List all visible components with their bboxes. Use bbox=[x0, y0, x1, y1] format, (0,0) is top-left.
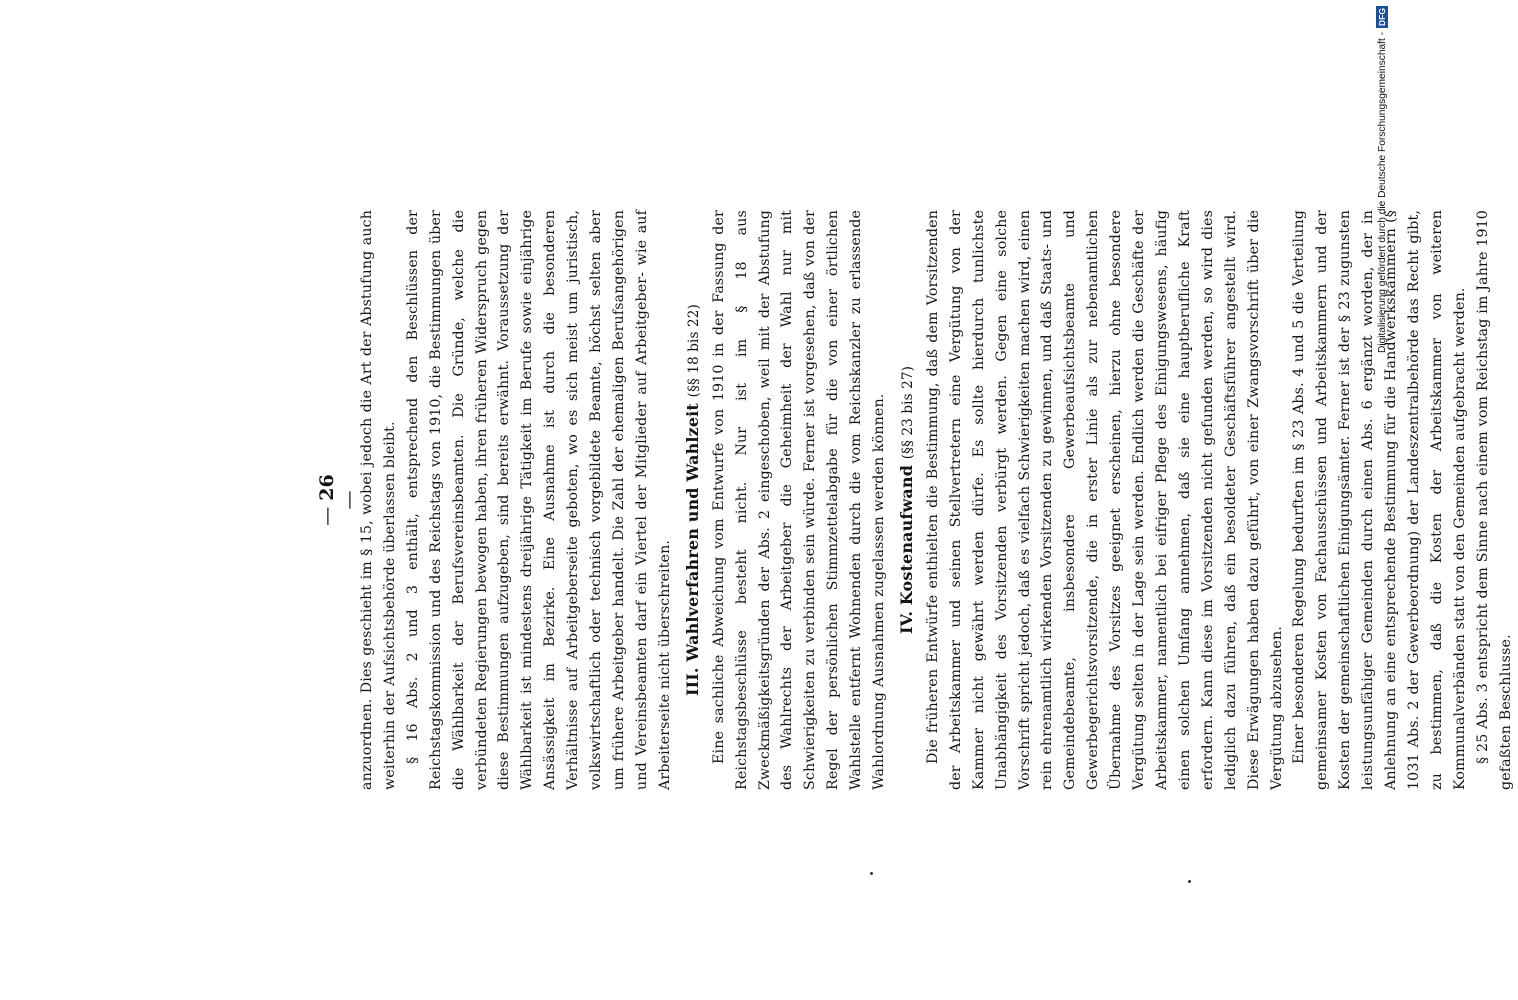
text-column bbox=[356, 210, 1518, 790]
paragraph-1: anzuordnen. Dies geschieht im § 15, wobei jedoch die Art der Abstufung auch weiterhin der Aufsichtsbehörde überlassen bleibt. bbox=[359, 210, 398, 790]
paragraph-3: Eine sachliche Abweichung vom Entwurfe von 1910 in der Fassung der Reichstagsbeschlüsse besteht nicht. Nur ist im § 18 aus Zweckmäßigkeitsgründen der Abs. 2 eingeschoben, weil mit der Abstufung des Wahlrechts der Arbeitgeber die Geheimheit der Wahl nur mit Schwierigkeiten zu verbinden sein würde. Ferner ist vorgesehen, daß von der Regel der persönlichen Stimmzettelabgabe für die von einer örtlichen Wahlstelle entfernt Wohnenden durch die vom Reichskanzler zu erlassende Wahlordnung Ausnahmen zugelassen werden können. bbox=[710, 210, 888, 790]
dfg-logo-badge: DFG bbox=[1377, 8, 1387, 26]
section-heading-3-title: III. Wahlverfahren und Wahlzeit bbox=[682, 403, 702, 696]
section-heading-4-title: IV. Kostenaufwand bbox=[896, 464, 916, 635]
paragraph-5: Einer besonderen Regelung bedurften im § 23 Abs. 4 und 5 die Verteilung gemeinsamer Kosten von Fachausschüssen und Arbeitskammern und der Kosten der gemeinschaftlichen Einigungsämter. Ferner ist der § 23 zugunsten leistungsunfähiger Gemeinden durch einen Abs. 6 ergänzt worden, der in Anlehnung an eine entsprechende Bestimmung für die Handwerkskammern (§ 1031 Abs. 2 der Gewerbeordnung) der Landeszentralbehörde das Recht gibt, zu bestimmen, daß die Kosten der Arbeitskammer von weiteren Kommunalverbänden statt von den Gemeinden aufgebracht werden. bbox=[1291, 210, 1468, 790]
digitization-credit bbox=[1369, 6, 1395, 396]
section-heading-3 bbox=[681, 210, 706, 790]
paragraph-4: Die früheren Entwürfe enthielten die Bestimmung, daß dem Vorsitzenden der Arbeitskammer und seinen Stellvertretern eine Vergütung von der Kammer nicht gewährt werden dürfe. Es sollte hierdurch tunlichste Unabhängigkeit des Vorsitzenden verbürgt werden. Gegen eine solche Vorschrift spricht jedoch, daß es vielfach Schwierigkeiten machen wird, einen rein ehrenamtlich wirkenden Vorsitzenden zu gewinnen, und daß Staats- und Gemeindebeamte, insbesondere Gewerbeaufsichtsbeamte und Gewerbegerichtsvorsitzende, die in erster Linie als zur nebenamtlichen Übernahme des Vorsitzes geeignet erscheinen, hierzu ohne besondere Vergütung selten in der Lage sein werden. Endlich werden die Geschäfte der Arbeitskammer, namentlich bei eifriger Pflege des Einigungswesens, häufig einen solchen Umfang annehmen, daß sie eine hauptberufliche Kraft erfordern. Kann diese im Vorsitzenden nicht gefunden werden, so wird dies lediglich dazu führen, daß ein besoldeter Geschäftsführer angestellt wird. Diese Erwägungen haben dazu geführt, von einer Zwangsvorschrift über die Vergütung abzusehen. bbox=[924, 210, 1285, 790]
scan-speck bbox=[1188, 880, 1191, 883]
section-heading-3-range: (§§ 18 bis 22) bbox=[685, 304, 702, 398]
section-heading-4 bbox=[895, 210, 920, 790]
section-heading-4-range: (§§ 23 bis 27) bbox=[899, 365, 916, 460]
page-number: — 26 — bbox=[316, 470, 360, 530]
credit-text: Digitalisierung gefördert durch die Deutsche Forschungsgemeinschaft - bbox=[1376, 31, 1388, 354]
scan-speck bbox=[870, 872, 873, 875]
paragraph-6: § 25 Abs. 3 entspricht dem Sinne nach einem vom Reichstag im Jahre 1910 gefaßten Beschlusse. bbox=[1474, 210, 1514, 790]
paragraph-2: § 16 Abs. 2 und 3 enthält, entsprechend den Beschlüssen der Reichstagskommission und des Reichstags von 1910, die Bestimmungen über die Wählbarkeit der Berufsvereinsbeamten. Die Gründe, welche die verbündeten Regierungen bewogen haben, ihren früheren Widerspruch gegen diese Bestimmungen aufzugeben, sind bereits erwähnt. Voraussetzung der Wählbarkeit ist mindestens dreijährige Tätigkeit im Berufe sowie einjährige Ansässigkeit im Bezirke. Eine Ausnahme ist durch die besonderen Verhältnisse auf Arbeitgeberseite geboten, wo es sich meist um juristisch, volkswirtschaftlich oder technisch vorgebildete Beamte, höchst selten aber um frühere Arbeitgeber handelt. Die Zahl der ehemaligen Berufsangehörigen und Vereinsbeamten darf ein Viertel der Mitglieder auf Arbeitgeber- wie auf Arbeiterseite nicht überschreiten. bbox=[404, 210, 673, 790]
